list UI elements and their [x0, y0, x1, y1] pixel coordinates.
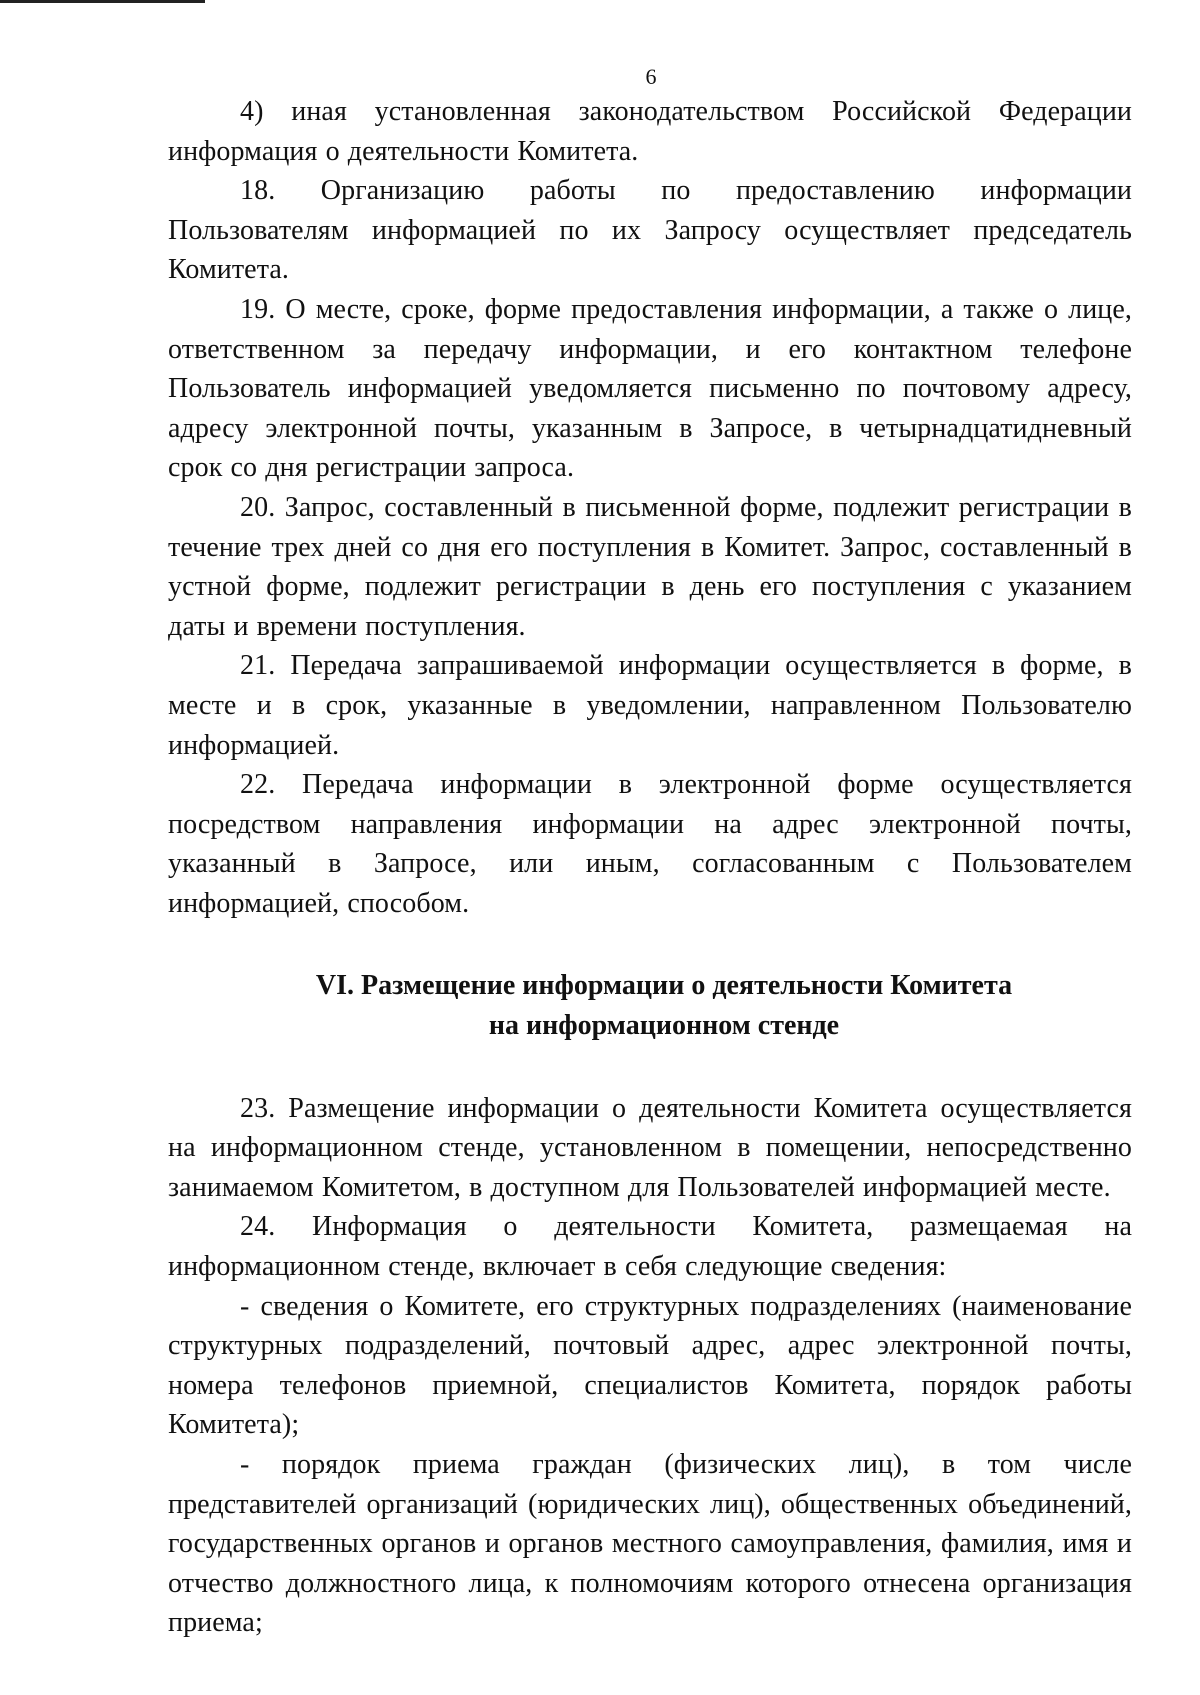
paragraph-21: 21. Передача запрашиваемой информации осуществляется в форме, в месте и в срок, указанные в уведомлении, направленном Пользователю информацией.	[168, 650, 1132, 761]
page-number: 6	[645, 64, 657, 89]
paragraph-20: 20. Запрос, составленный в письменной форме, подлежит регистрации в течение трех дней со дня его поступления в Комитет. Запрос, составленный в устной форме, подлежит регистрации в день его поступления с указанием даты и времени поступления.	[168, 491, 1132, 642]
list-item-committee-info: - сведения о Комитете, его структурных подразделениях (наименование структурных подразделений, почтовый адрес, адрес электронной почты, номера телефонов приемной, специалистов Комитета, порядок работы Комитета);	[168, 1290, 1132, 1441]
paragraph-item-4: 4) иная установленная законодательством Российской Федерации информация о деятельности Комитета.	[168, 96, 1132, 167]
paragraph-18: 18. Организацию работы по предоставлению информации Пользователям информацией по их Запросу осуществляет председатель Комитета.	[168, 175, 1132, 286]
section-title-line-2: на информационном стенде	[488, 1010, 840, 1042]
top-rule	[0, 0, 205, 3]
paragraph-24: 24. Информация о деятельности Комитета, размещаемая на информационном стенде, включает в себя следующие сведения:	[168, 1211, 1132, 1283]
paragraph-19: 19. О месте, сроке, форме предоставления информации, а также о лице, ответственном за передачу информации, и его контактном телефоне Пользователь информацией уведомляется письменно по почтовому адресу, адресу электронной почты, указанным в Запросе, в четырнадцатидневный срок со дня регистрации запроса.	[168, 293, 1132, 484]
paragraph-22: 22. Передача информации в электронной форме осуществляется посредством направления информации на адрес электронной почты, указанный в Запросе, или иным, согласованным с Пользователем информацией, способом.	[168, 769, 1132, 919]
paragraph-23: 23. Размещение информации о деятельности Комитета осуществляется на информационном стенде, установленном в помещении, непосредственно занимаемом Комитетом, в доступном для Пользователей информацией месте.	[168, 1092, 1132, 1203]
document-page	[168, 62, 1132, 1643]
section-title-line-1: VI. Размещение информации о деятельности Комитета	[315, 970, 1013, 1002]
list-item-reception-procedure: - порядок приема граждан (физических лиц), в том числе представителей организаций (юридических лиц), общественных объединений, государственных органов и органов местного самоуправления, фамилия, имя и отчество должностного лица, к полномочиям которого отнесена организация приема;	[168, 1449, 1132, 1639]
section-title	[168, 966, 1132, 1045]
